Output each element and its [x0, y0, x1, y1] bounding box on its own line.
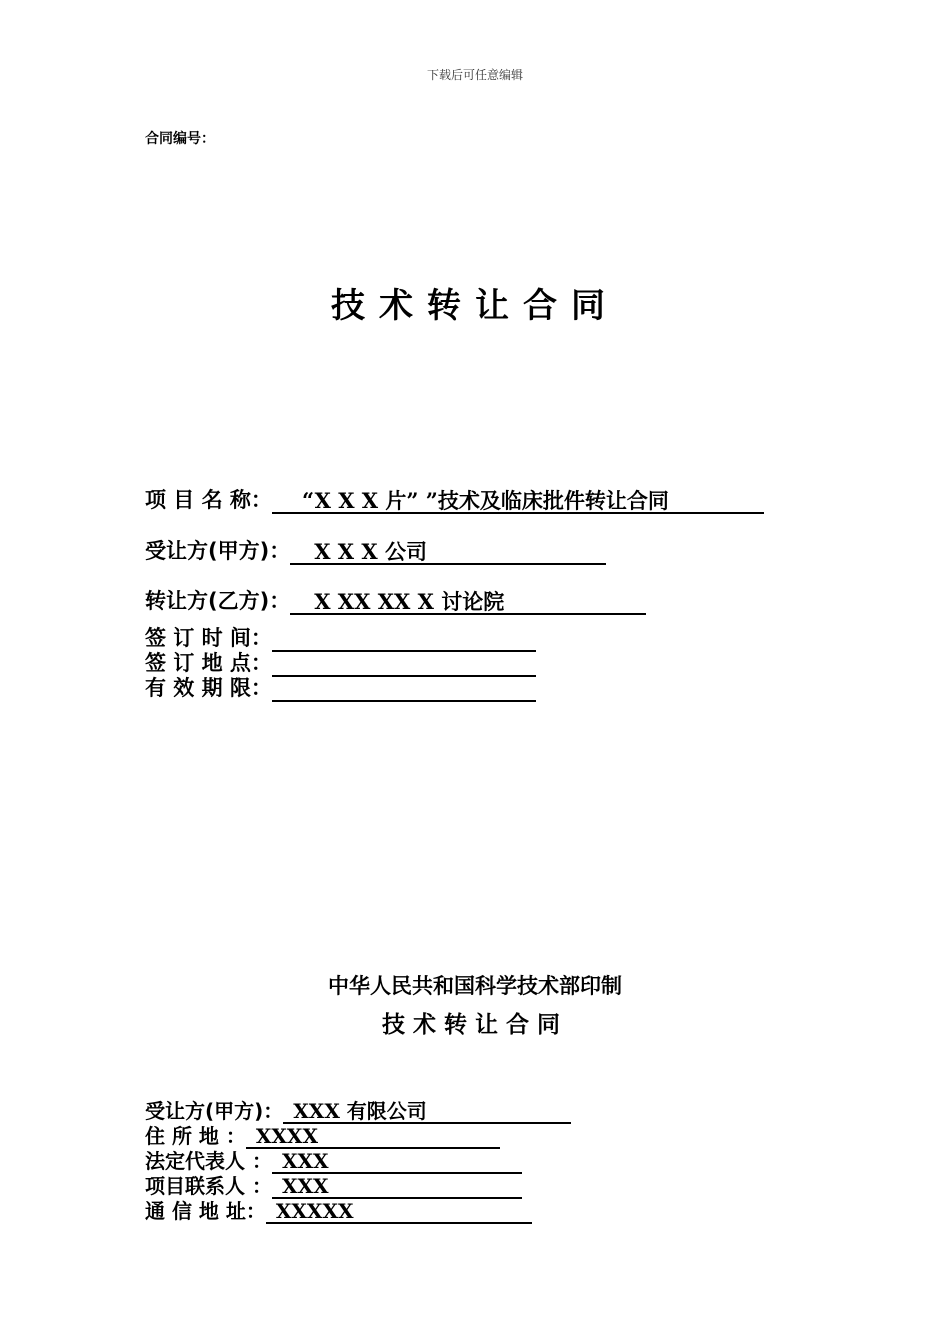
page-title: 技术转让合同 — [331, 286, 619, 326]
field-label: 受让方(甲方)： — [145, 1099, 284, 1123]
field-value[interactable]: X X X 公司 — [290, 540, 606, 565]
issuing-organization: 中华人民共和国科学技术部印制 — [328, 974, 622, 998]
contract-number-label: 合同编号： — [145, 131, 215, 147]
field-label: 转让方(乙方)： — [145, 589, 291, 613]
field-value[interactable]: XXX — [272, 1175, 522, 1199]
field-label: 项目联系人 ： — [145, 1174, 272, 1198]
field-label: 住 所 地 ： — [145, 1124, 246, 1148]
party-mailing-address-field — [145, 1195, 532, 1224]
field-label: 受让方(甲方)： — [145, 539, 291, 563]
field-label: 通 信 地 址： — [145, 1199, 266, 1223]
header-note: 下载后可任意编辑 — [426, 68, 523, 82]
assignee-field — [145, 535, 606, 565]
field-value[interactable]: X XX XX X 讨论院 — [290, 590, 646, 615]
validity-period-field — [145, 672, 536, 702]
field-label: 签 订 时 间： — [145, 626, 272, 650]
assignor-field — [145, 585, 646, 615]
project-name-field — [145, 484, 764, 514]
field-value[interactable]: XXXX — [246, 1125, 500, 1149]
field-label: 法定代表人 ： — [145, 1149, 272, 1173]
field-value[interactable] — [272, 678, 536, 702]
field-value[interactable]: XXXXX — [266, 1200, 532, 1224]
field-label: 签 订 地 点： — [145, 651, 272, 675]
field-label: 项 目 名 称： — [145, 488, 272, 512]
field-value[interactable]: XXX 有限公司 — [283, 1100, 571, 1124]
footer-title: 技术转让合同 — [382, 1012, 568, 1038]
field-label: 有 效 期 限： — [145, 676, 272, 700]
field-value[interactable]: XXX — [272, 1150, 522, 1174]
field-value[interactable]: “X X X 片” ”技术及临床批件转让合同 — [272, 489, 764, 514]
